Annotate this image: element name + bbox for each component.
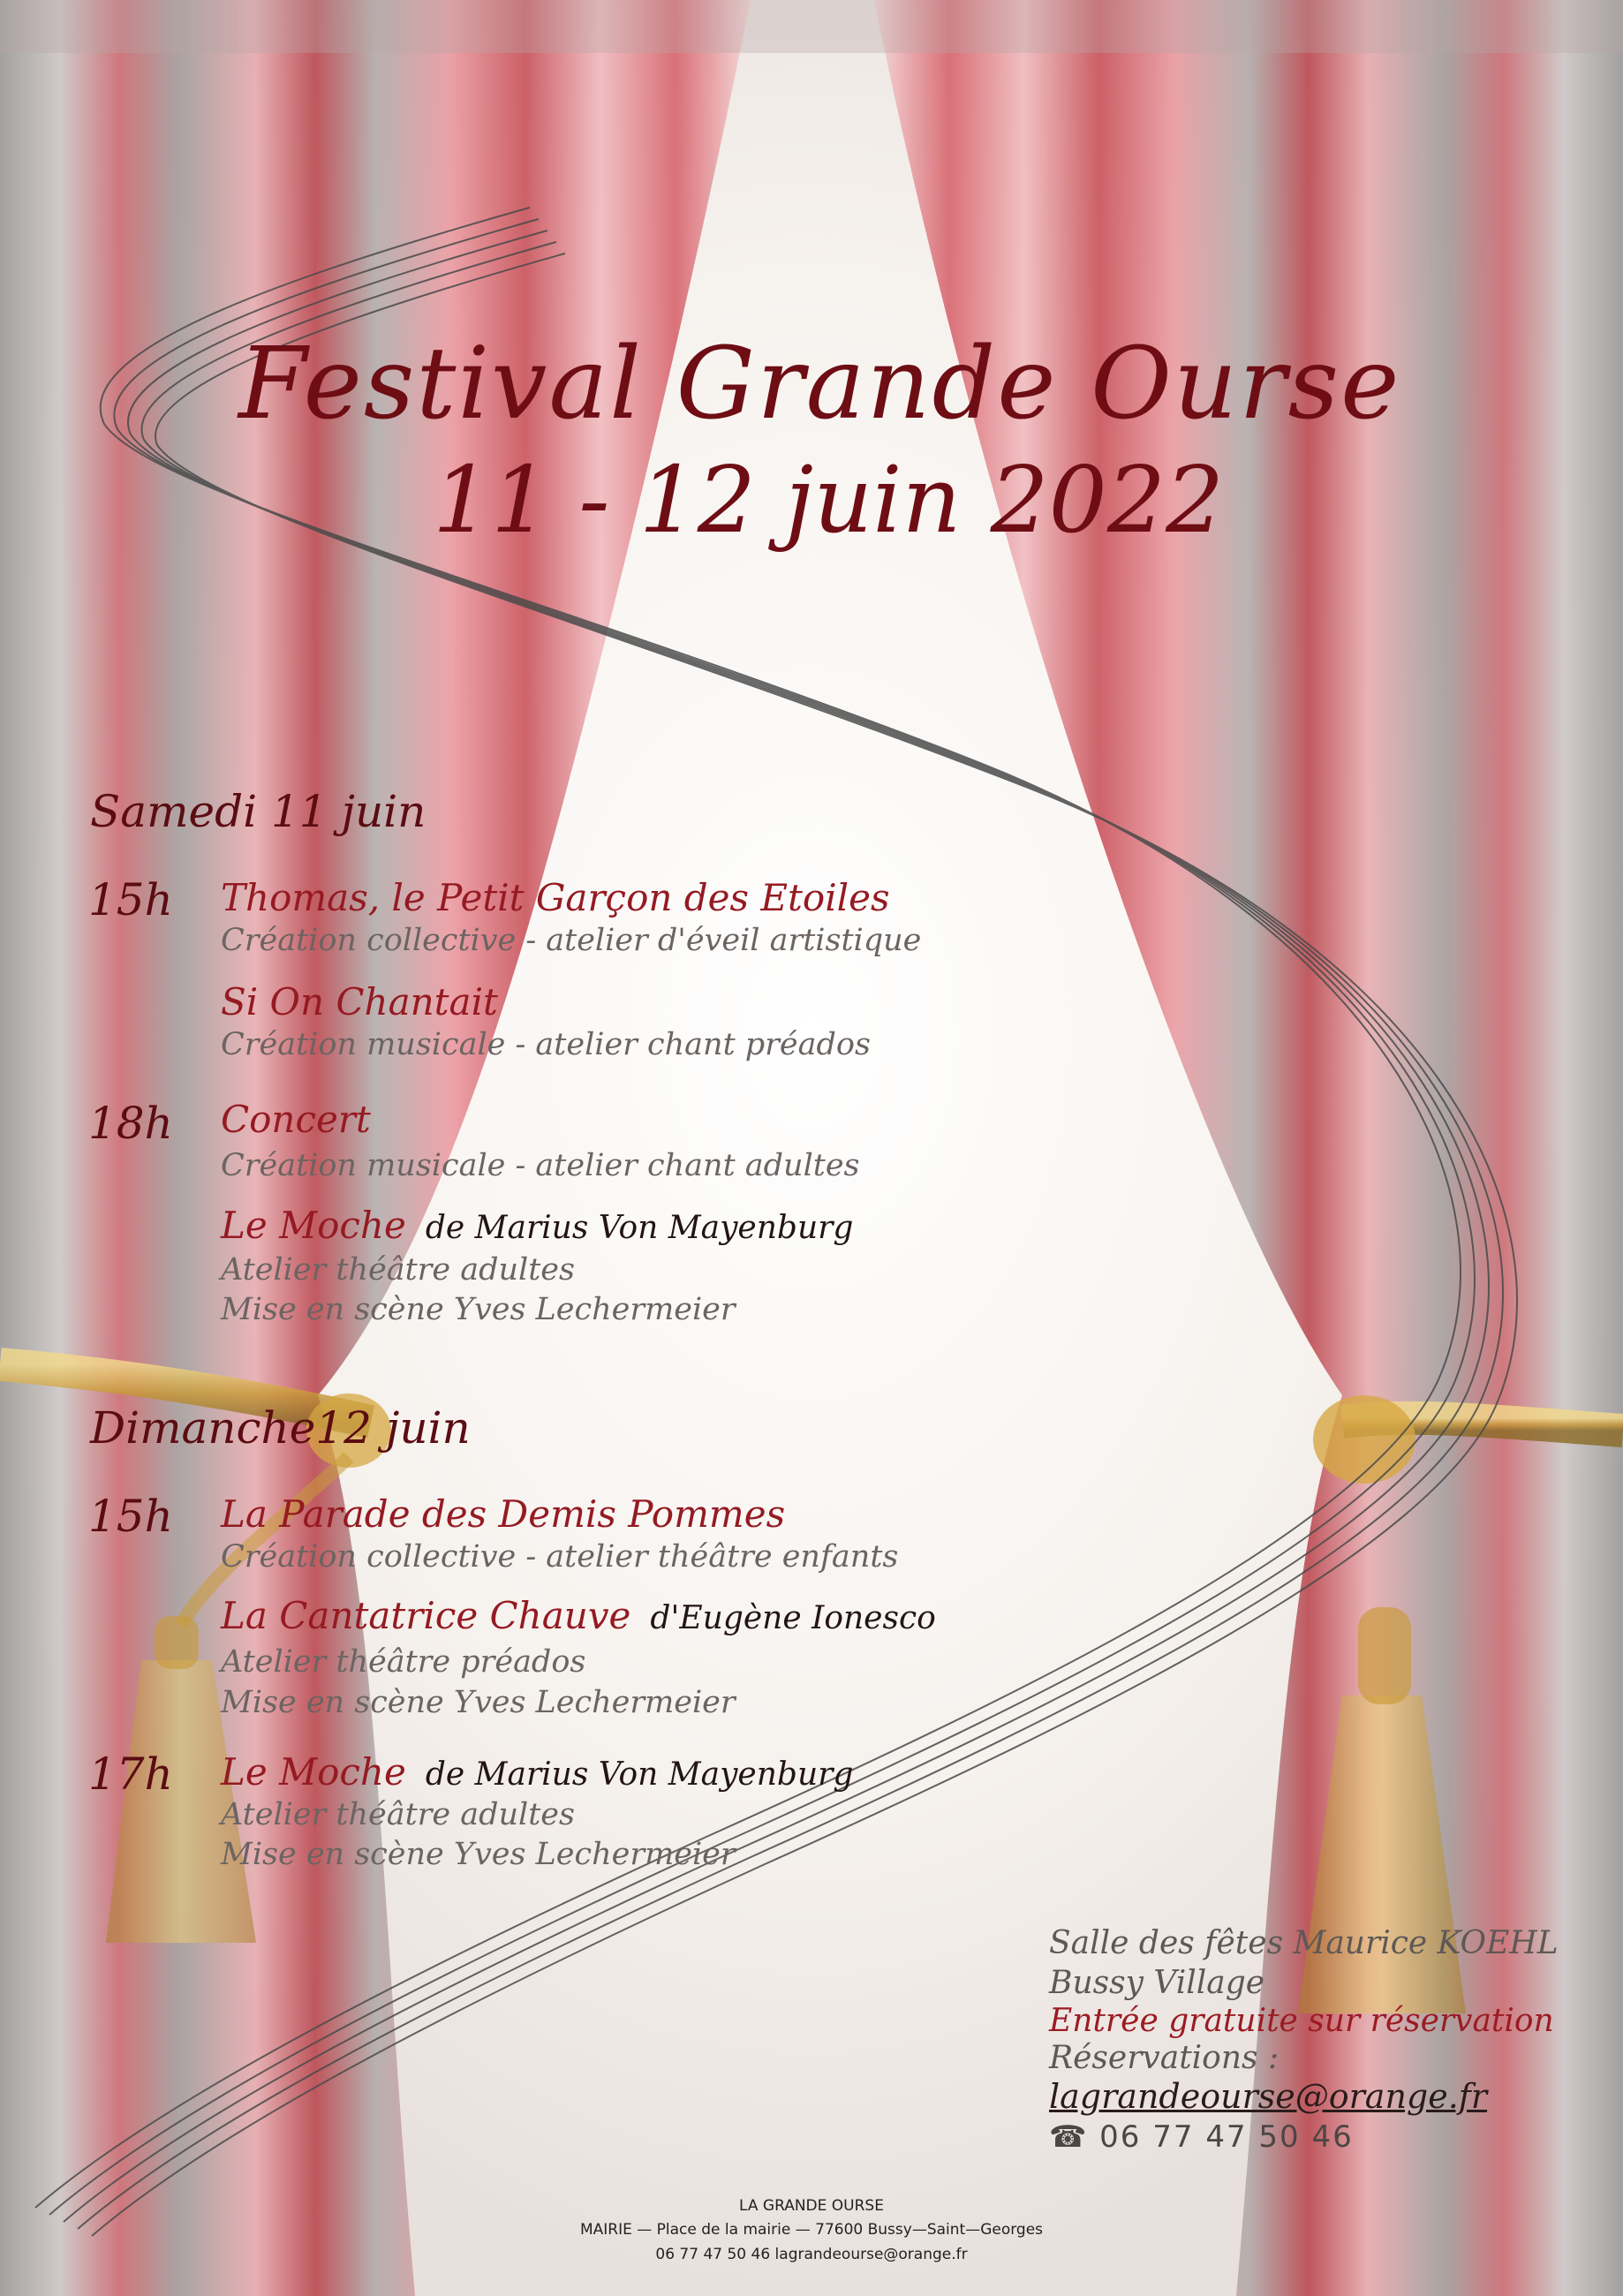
show-director: Mise en scène Yves Lechermeier (221, 1292, 736, 1327)
reservation-email-link[interactable]: lagrandeourse@orange.fr (1049, 2077, 1488, 2116)
slot-time: 17h (88, 1748, 173, 1800)
right-knot (1313, 1395, 1415, 1484)
show-title: La Parade des Demis Pommes (221, 1492, 786, 1536)
show-title-with-author (221, 1594, 936, 1637)
slot-time: 15h (88, 1491, 173, 1542)
venue-place: Bussy Village (1049, 1965, 1265, 2001)
festival-title: Festival Grande Ourse (238, 327, 1401, 442)
festival-dates: 11 - 12 juin 2022 (433, 446, 1225, 554)
reservation-phone (1049, 2119, 1354, 2155)
show-director: Mise en scène Yves Lechermeier (221, 1837, 736, 1872)
show-description: Création musicale - atelier chant préados (221, 1027, 871, 1062)
show-title: Le Moche (221, 1750, 406, 1794)
show-description: Création musicale - atelier chant adultes (221, 1148, 860, 1183)
slot-time: 15h (88, 874, 173, 925)
sunday-heading: Dimanche12 juin (90, 1402, 471, 1454)
show-description: Atelier théâtre préados (221, 1644, 586, 1680)
show-title: Thomas, le Petit Garçon des Etoiles (221, 876, 890, 919)
show-author: de Marius Von Mayenburg (425, 1210, 854, 1246)
show-title: Si On Chantait (221, 980, 498, 1023)
venue-hall: Salle des fêtes Maurice KOEHL (1049, 1925, 1559, 1961)
show-title: Le Moche (221, 1204, 406, 1247)
reservations-label: Réservations : (1049, 2040, 1280, 2076)
show-description: Création collective - atelier d'éveil artistique (221, 923, 922, 958)
slot-time: 18h (88, 1098, 173, 1149)
show-description: Atelier théâtre adultes (221, 1797, 575, 1832)
show-director: Mise en scène Yves Lechermeier (221, 1685, 736, 1720)
show-author: d'Eugène Ionesco (650, 1600, 936, 1636)
phone-number: 06 77 47 50 46 (1099, 2119, 1354, 2155)
show-title-with-author (221, 1204, 853, 1247)
footer-address: MAIRIE — Place de la mairie — 77600 Bussy—Saint—Georges (579, 2221, 1044, 2239)
show-description: Atelier théâtre adultes (221, 1252, 575, 1288)
footer-org: LA GRANDE OURSE (739, 2197, 884, 2215)
show-title: La Cantatrice Chauve (221, 1594, 631, 1637)
show-description: Création collective - atelier théâtre enfants (221, 1539, 899, 1575)
show-author: de Marius Von Mayenburg (425, 1756, 854, 1793)
telephone-icon: ☎ (1049, 2119, 1089, 2155)
saturday-heading: Samedi 11 juin (90, 786, 427, 837)
show-title: Concert (221, 1098, 371, 1141)
show-title-with-author (221, 1750, 853, 1794)
footer-contact: 06 77 47 50 46 lagrandeourse@orange.fr (655, 2246, 968, 2263)
admission-note: Entrée gratuite sur réservation (1049, 2003, 1554, 2039)
